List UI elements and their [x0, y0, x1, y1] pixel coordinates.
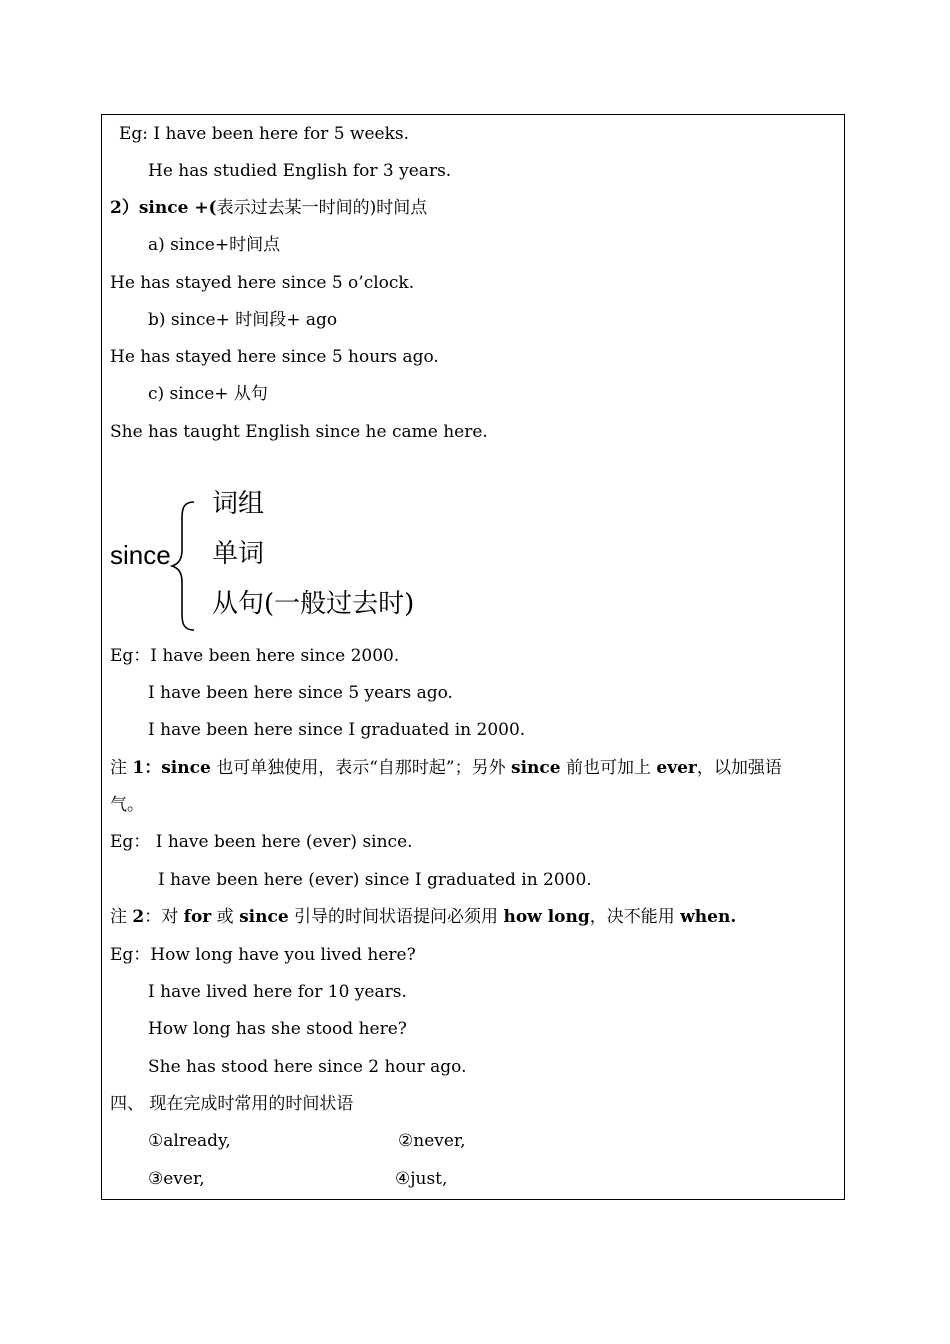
rule-heading	[110, 198, 427, 218]
example-line: I have been here since I graduated in 2000.	[148, 720, 526, 740]
brace-icon	[170, 500, 196, 632]
example-line: She has taught English since he came here.	[110, 422, 488, 442]
diagram-item: 单词	[212, 539, 265, 569]
example-line: Eg: I have been here for 5 weeks.	[119, 124, 410, 144]
rule-sub-a: a) since+时间点	[148, 235, 281, 255]
note-1: 注 1：since 也可单独使用，表示“自那时起”；另外 since 前也可加上 ever，以加强语	[110, 758, 782, 778]
note-1-continued: 气。	[110, 795, 144, 815]
example-line: He has studied English for 3 years.	[148, 161, 452, 181]
rule-sub-b: b) since+ 时间段+ ago	[148, 310, 338, 330]
example-line: Eg：I have been here since 2000.	[110, 646, 400, 666]
rule-text: 表示过去某一时间的)时间点	[216, 198, 428, 218]
list-item: ③ever,	[148, 1169, 205, 1189]
example-line: He has stayed here since 5 o’clock.	[110, 273, 415, 293]
example-line: He has stayed here since 5 hours ago.	[110, 347, 439, 367]
diagram-item: 词组	[212, 489, 265, 519]
example-line: How long has she stood here?	[148, 1019, 407, 1039]
diagram-item: 从句(一般过去时)	[212, 589, 415, 619]
rule-number: 2）	[110, 198, 139, 218]
note-2: 注 2：对 for 或 since 引导的时间状语提问必须用 how long，决不能用 when.	[110, 907, 737, 927]
example-line: Eg： I have been here (ever) since.	[110, 832, 413, 852]
section-heading: 四、 现在完成时常用的时间状语	[110, 1094, 354, 1114]
list-item: ①already,	[148, 1131, 231, 1151]
rule-keyword: since +(	[138, 198, 217, 218]
example-line: I have lived here for 10 years.	[148, 982, 407, 1002]
list-item: ②never,	[398, 1131, 466, 1151]
example-line: Eg：How long have you lived here?	[110, 945, 416, 965]
diagram-word: since	[110, 540, 171, 570]
example-line: I have been here since 5 years ago.	[148, 683, 453, 703]
example-line: She has stood here since 2 hour ago.	[148, 1057, 467, 1077]
rule-sub-c: c) since+ 从句	[148, 384, 268, 404]
example-line: I have been here (ever) since I graduated in 2000.	[158, 870, 592, 890]
list-item: ④just,	[395, 1169, 448, 1189]
